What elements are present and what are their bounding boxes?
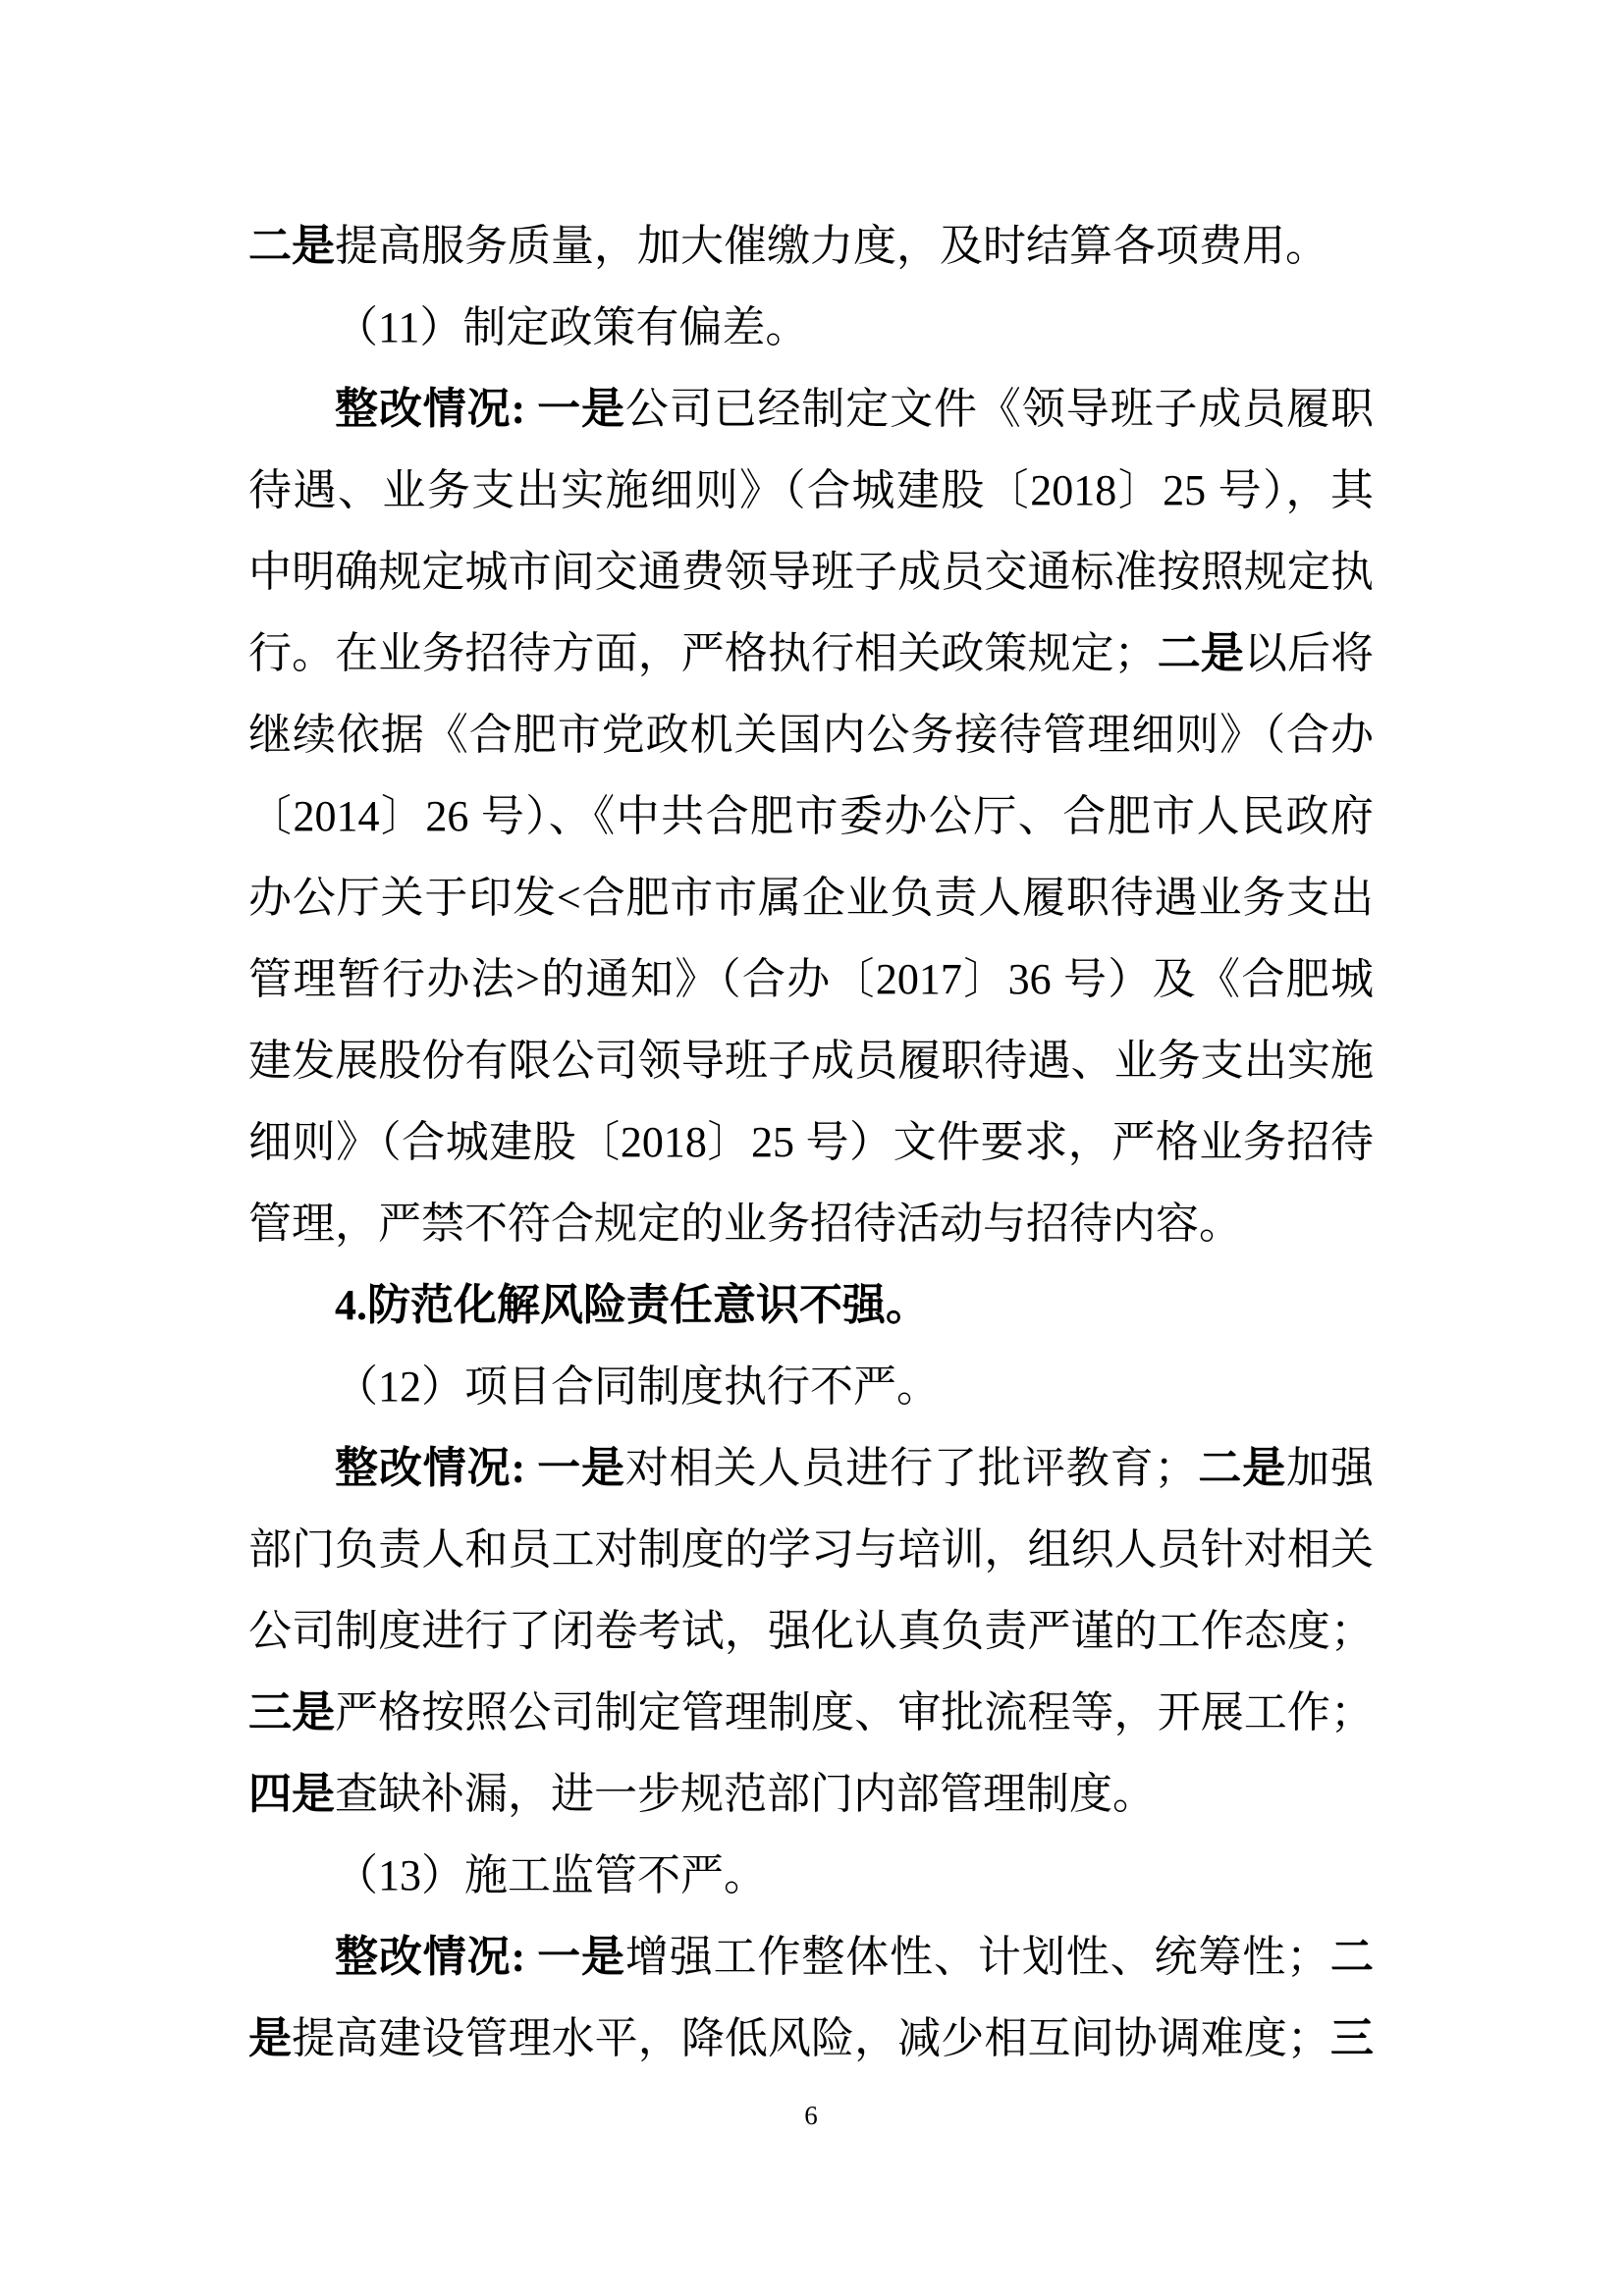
bold-run: 二是 [248, 222, 335, 270]
bold-run: 二是 [248, 1933, 1375, 2062]
issue-12-heading [248, 1346, 1374, 1427]
rectification-12-paragraph [248, 1427, 1374, 1835]
bold-run: 二是 [1157, 629, 1244, 677]
text-run: 提高服务质量，加大催缴力度，及时结算各项费用。 [335, 222, 1328, 270]
page-number: 6 [804, 2101, 818, 2130]
text-run: 公司已经制定文件《领导班子成员履职待遇、业务支出实施细则》（合城建股〔2018〕25 号），其中明确规定城市间交通费领导班子成员交通标准按照规定执行。在业务招待方面，严格执行相关政策规定； [248, 385, 1375, 677]
bold-run: 三 [1329, 2014, 1375, 2062]
text-run: （13）施工监管不严。 [335, 1851, 767, 1899]
rectification-13-paragraph [248, 1916, 1374, 2079]
text-run: （11）制定政策有偏差。 [335, 303, 809, 351]
issue-11-heading [248, 287, 1374, 368]
text-run: 加强部门负责人和员工对制度的学习与培训，组织人员针对相关公司制度进行了闭卷考试，强化认真负责严谨的工作态度； [248, 1444, 1375, 1655]
bold-run: 4.防范化解风险责任意识不强。 [335, 1281, 929, 1329]
paragraph-continued-measure-2 [248, 205, 1374, 287]
issue-13-heading [248, 1835, 1374, 1916]
bold-run: 三是 [248, 1688, 336, 1736]
text-run: 对相关人员进行了批评教育； [624, 1444, 1198, 1492]
bold-run: 整改情况: [335, 1933, 538, 1981]
text-run: 严格按照公司制定管理制度、审批流程等，开展工作； [335, 1688, 1375, 1736]
text-run: 增强工作整体性、计划性、统筹性； [624, 1933, 1330, 1981]
text-run: 以后将继续依据《合肥市党政机关国内公务接待管理细则》（合办〔2014〕26 号）、《中共合肥市委办公厅、合肥市人民政府办公厅关于印发<合肥市市属企业负责人履职待遇业务支出管理暂行办法>的通知》（合办〔2017〕36 号）及《合肥城建发展股份有限公司领导班子成员履职待遇、业务支出实施细则》（合城建股〔2018〕25 号）文件要求，严格业务招待管理，严禁不符合规定的业务招待活动与招待内容。 [248, 629, 1375, 1248]
text-run: 提高建设管理水平，降低风险，减少相互间协调难度； [292, 2014, 1330, 2062]
bold-run: 二是 [1197, 1444, 1287, 1492]
bold-run: 一是 [537, 1444, 625, 1492]
text-run: 查缺补漏，进一步规范部门内部管理制度。 [335, 1770, 1156, 1818]
bold-run: 一是 [537, 1933, 625, 1981]
bold-run: 整改情况: [335, 385, 538, 433]
rectification-11-paragraph [248, 368, 1374, 1264]
bold-run: 一是 [537, 385, 625, 433]
bold-run: 四是 [248, 1770, 335, 1818]
section-4-heading [248, 1264, 1374, 1346]
text-run: （12）项目合同制度执行不严。 [335, 1362, 940, 1411]
bold-run: 整改情况: [335, 1444, 538, 1492]
document-body [248, 205, 1374, 2079]
